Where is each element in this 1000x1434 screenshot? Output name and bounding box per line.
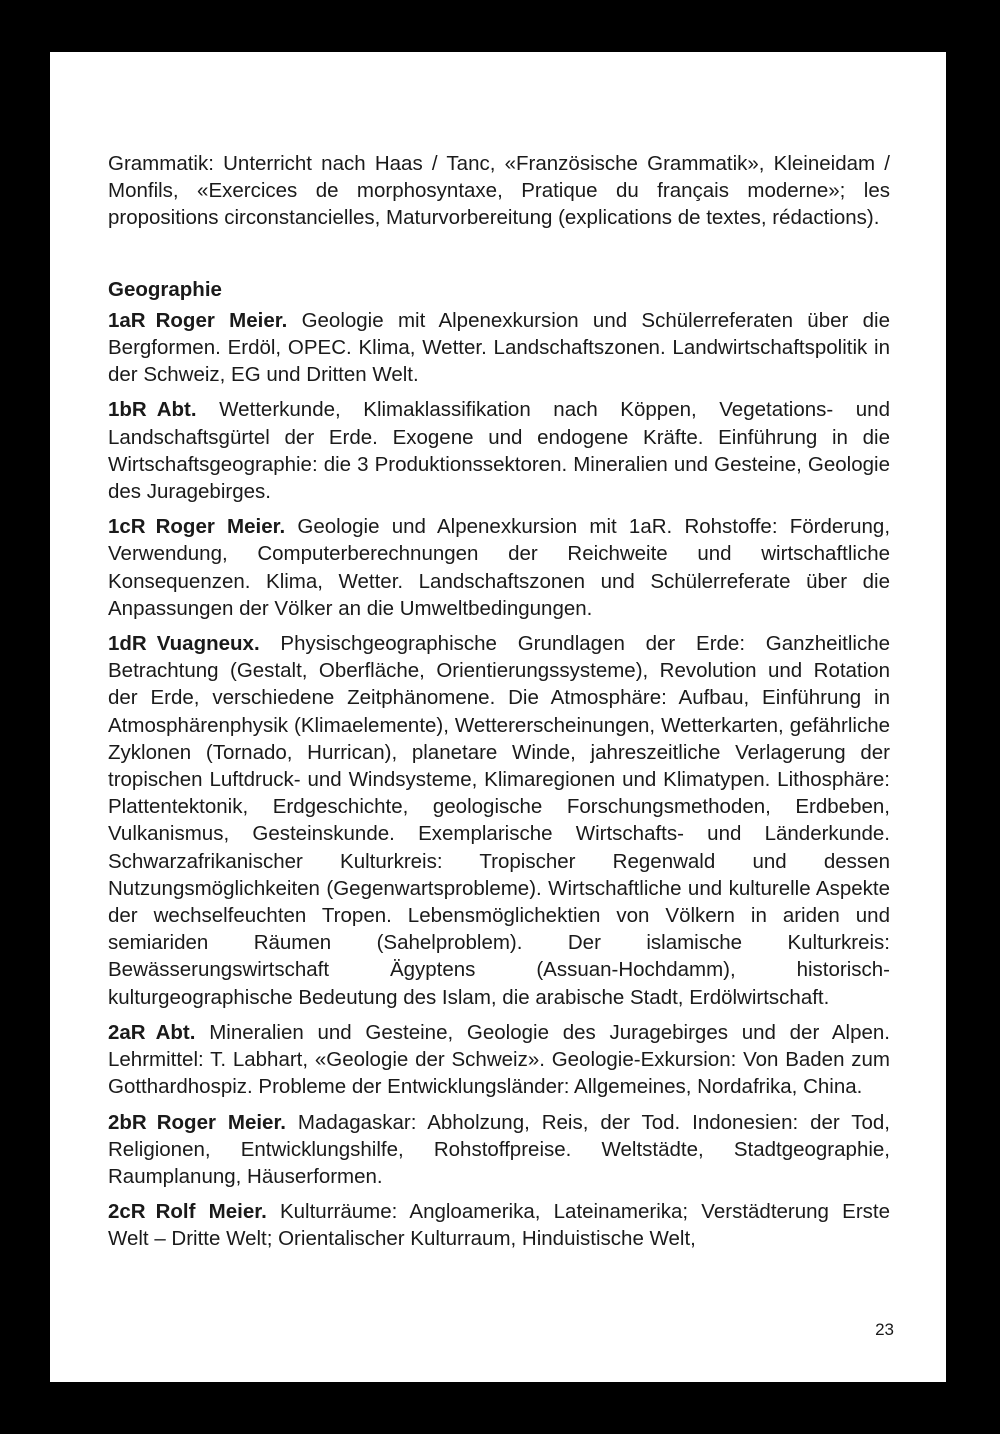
intro-paragraph: Grammatik: Unterricht nach Haas / Tanc, «Französische Grammatik», Kleineidam / Monfils, «Exercices de morphosyntaxe, Pratique du français moderne»; les propositions circonstancielles, Maturvorbereitung (explications de textes, rédactions). (108, 152, 890, 230)
teacher-name: Rolf Meier. (155, 1200, 267, 1224)
teacher-name: Vuagneux. (156, 632, 260, 656)
course-entry (108, 513, 890, 622)
course-description: Madagaskar: Abholzung, Reis, der Tod. Indonesien: der Tod, Religionen, Entwicklungshilfe, Rohstoffpreise. Weltstädte, Stadtgeographie, Raumplanung, Häuserformen. (108, 1110, 890, 1188)
class-code: 2aR (108, 1020, 146, 1044)
teacher-name: Abt. (156, 398, 197, 422)
page-number: 23 (875, 1320, 894, 1339)
course-description: Geologie mit Alpenexkursion und Schülerreferaten über die Bergformen. Erdöl, OPEC. Klima, Wetter. Landschaftszonen. Landwirtschaftspolitik in der Schweiz, EG und Dritten Welt. (108, 308, 890, 387)
page-content (108, 150, 890, 1261)
course-entry (108, 1109, 890, 1191)
section-heading: Geographie (108, 277, 222, 301)
course-entry (108, 396, 890, 505)
course-entry (108, 307, 890, 389)
class-code: 1bR (108, 398, 147, 422)
course-entry (108, 1019, 890, 1101)
class-code: 1dR (108, 632, 147, 656)
course-description: Physischgeographische Grundlagen der Erde: Ganzheitliche Betrachtung (Gestalt, Oberfläche, Orientierungssysteme), Revolution und Rotation der Erde, verschiedene Zeitphänomene. Die Atmosphäre: Aufbau, Einführung in Atmosphärenphysik (Klimaelemente), Wettererscheinungen, Wetterkarten, gefährliche Zyklonen (Tornado, Hurrican), planetare Winde, jahreszeitliche Verlagerung der tropischen Luftdruck- und Windsysteme, Klimaregionen und Klimatypen. Lithosphäre: Plattentektonik, Erdgeschichte, geologische Forschungsmethoden, Erdbeben, Vulkanismus, Gesteinskunde. Exemplarische Wirtschafts- und Länderkunde. Schwarzafrikanischer Kulturkreis: Tropischer Regenwald und dessen Nutzungsmöglichkeiten (Gegenwartsprobleme). Wirtschaftliche und kulturelle Aspekte der wechselfeuchten Tropen. Lebensmöglichektien von Völkern in ariden und semiariden Räumen (Sahelproblem). Der islamische Kulturkreis: Bewässerungswirtschaft Ägyptens (Assuan-Hochdamm), historisch-kulturgeographische Bedeutung des Islam, die arabische Stadt, Erdölwirtschaft. (108, 632, 890, 1009)
teacher-name: Roger Meier. (155, 515, 286, 539)
course-entry (108, 1198, 890, 1252)
class-code: 1cR (108, 515, 146, 539)
document-page (50, 52, 946, 1382)
course-description: Mineralien und Gesteine, Geologie des Juragebirges und der Alpen. Lehrmittel: T. Labhart, «Geologie der Schweiz». Geologie-Exkursion: Von Baden zum Gotthardhospiz. Probleme der Entwicklungsländer: Allgemeines, Nordafrika, China. (108, 1020, 890, 1099)
course-entry (108, 630, 890, 1011)
class-code: 2cR (108, 1200, 146, 1224)
course-description: Wetterkunde, Klimaklassifikation nach Köppen, Vegetations- und Landschaftsgürtel der Erde. Exogene und endogene Kräfte. Einführung in die Wirtschaftsgeographie: die 3 Produktionssektoren. Mineralien und Gesteine, Geologie des Juragebirges. (108, 398, 890, 504)
course-description: Kulturräume: Angloamerika, Lateinamerika; Verstädterung Erste Welt – Dritte Welt; Orientalischer Kulturraum, Hinduistische Welt, (108, 1200, 890, 1251)
teacher-name: Roger Meier. (156, 1110, 286, 1134)
teacher-name: Abt. (155, 1020, 196, 1044)
teacher-name: Roger Meier. (155, 308, 288, 332)
class-code: 1aR (108, 308, 146, 332)
course-description: Geologie und Alpenexkursion mit 1aR. Rohstoffe: Förderung, Verwendung, Computerberechnungen der Reichweite und wirtschaftliche Konsequenzen. Klima, Wetter. Landschaftszonen und Schülerreferate über die Anpassungen der Völker an die Umweltbedingungen. (108, 515, 891, 620)
class-code: 2bR (108, 1110, 147, 1134)
